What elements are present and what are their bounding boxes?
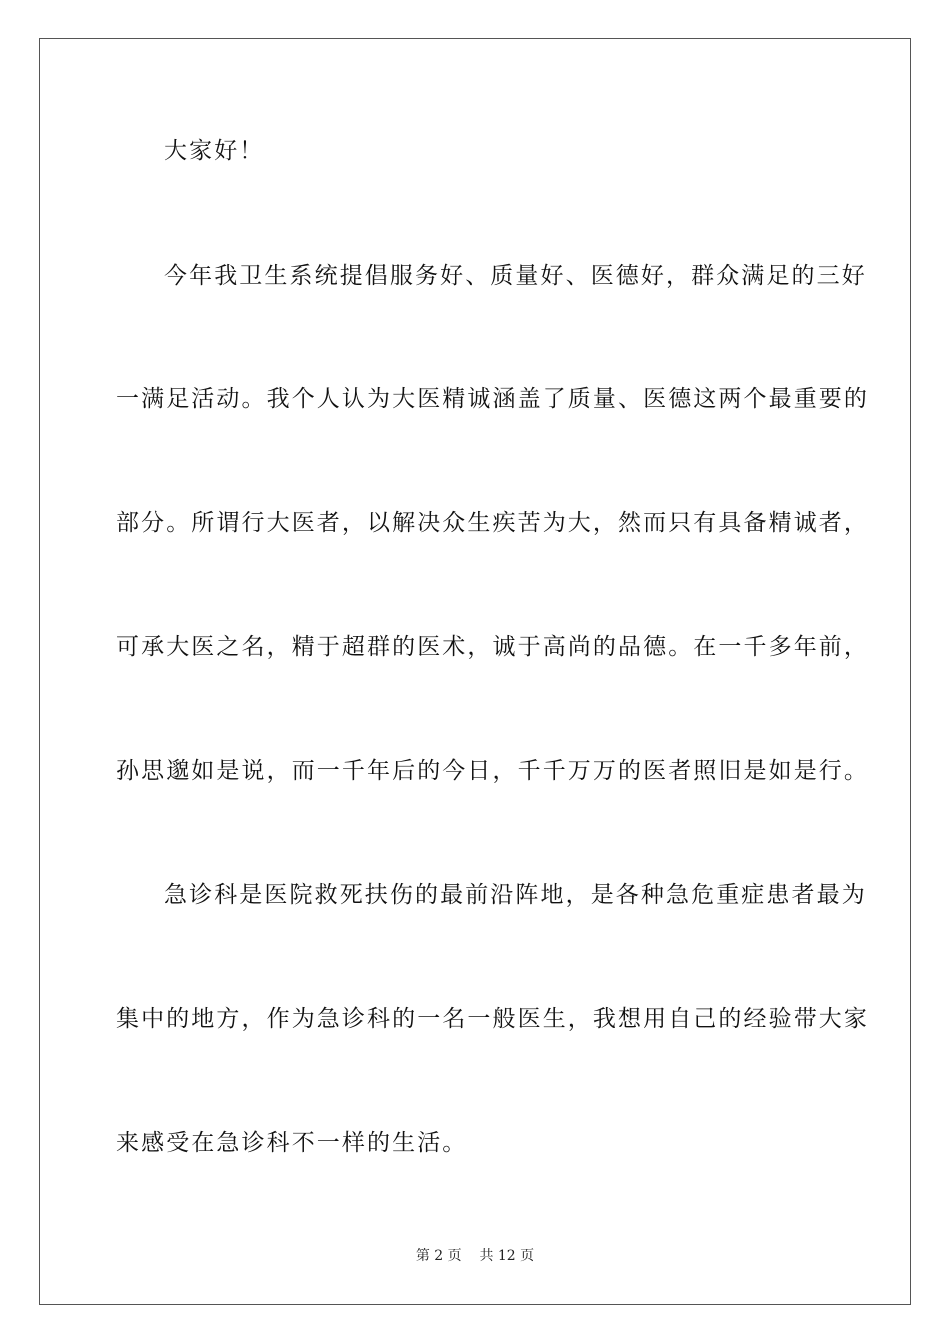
page-border [39, 38, 911, 1305]
page-total: 共 12 页 [479, 1248, 535, 1264]
paragraph-line: 一满足活动。我个人认为大医精诚涵盖了质量、医德这两个最重要的 [116, 386, 869, 412]
page-footer [0, 1246, 950, 1266]
paragraph-line: 可承大医之名，精于超群的医术，诚于高尚的品德。在一千多年前， [116, 634, 869, 660]
page-number: 第 2 页 [415, 1248, 462, 1264]
paragraph-line: 来感受在急诊科不一样的生活。 [116, 1130, 468, 1156]
paragraph-line: 集中的地方，作为急诊科的一名一般医生，我想用自己的经验带大家 [116, 1006, 869, 1032]
greeting-line: 大家好！ [164, 138, 265, 164]
paragraph-line: 部分。所谓行大医者，以解决众生疾苦为大，然而只有具备精诚者， [116, 510, 869, 536]
paragraph-line: 孙思邈如是说，而一千年后的今日，千千万万的医者照旧是如是行。 [116, 758, 869, 784]
paragraph-line: 今年我卫生系统提倡服务好、质量好、医德好，群众满足的三好 [164, 263, 867, 289]
paragraph-line: 急诊科是医院救死扶伤的最前沿阵地，是各种急危重症患者最为 [164, 882, 867, 908]
